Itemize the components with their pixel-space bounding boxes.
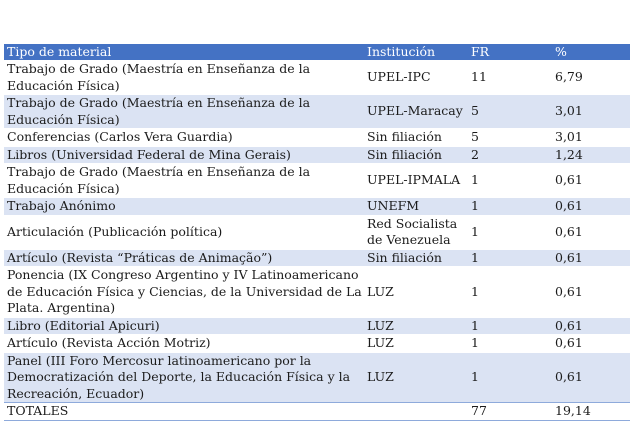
header-tipo: Tipo de material [7,43,112,59]
table-row [4,215,630,249]
cell-institucion: UNEFM [367,198,420,213]
table-row [4,146,630,164]
cell-pct: 3,01 [555,129,583,144]
cell-pct: 0,61 [555,283,583,299]
table-row [4,317,630,335]
cell-pct: 3,01 [555,103,583,119]
cell-tipo: Trabajo de Grado (Maestría en Enseñanza de la Educación Física) [7,164,311,196]
cell-fr: 11 [471,69,487,85]
cell-pct: 6,79 [555,69,583,85]
cell-pct: 0,61 [555,335,583,350]
cell-fr: 1 [471,335,479,350]
table-row [4,163,630,197]
cell-tipo: Artículo (Revista “Práticas de Animação”) [7,249,273,265]
cell-fr: 1 [471,249,479,265]
totals-label: TOTALES [7,403,69,418]
header-fr: FR [471,43,490,59]
cell-institucion: Red Socialista de Venezuela [367,215,458,247]
table-row [4,352,630,403]
cell-institucion: LUZ [367,317,394,333]
cell-tipo: Libro (Editorial Apicuri) [7,317,160,333]
totals-fr: 77 [471,403,487,418]
cell-tipo: Articulación (Publicación política) [7,223,223,239]
cell-fr: 2 [471,146,479,162]
totals-row [4,402,630,421]
cell-institucion: UPEL-Maracay [367,103,463,119]
cell-tipo: Trabajo de Grado (Maestría en Enseñanza de la Educación Física) [7,95,311,127]
cell-pct: 0,61 [555,223,583,239]
table-row [4,334,630,352]
cell-institucion: UPEL-IPC [367,69,431,85]
table-header [4,43,630,60]
table-row [4,266,630,317]
materials-table [4,43,630,421]
cell-institucion: Sin filiación [367,129,442,144]
cell-tipo: Panel (III Foro Mercosur latinoamericano por la Democratización del Deporte, la Educación Física y la Recreación, Ecuador) [7,352,351,401]
cell-fr: 1 [471,283,479,299]
cell-tipo: Ponencia (IX Congreso Argentino y IV Latinoamericano de Educación Física y Ciencias, de la Universidad de La Plata. Argentina) [7,267,362,315]
cell-institucion: UPEL-IPMALA [367,172,461,188]
cell-institucion: LUZ [367,283,394,299]
cell-institucion: Sin filiación [367,249,442,265]
table-row [4,197,630,215]
table-row [4,94,630,128]
cell-pct: 0,61 [555,249,583,265]
header-institucion: Institución [367,43,436,59]
cell-tipo: Libros (Universidad Federal de Mina Gerais) [7,146,291,162]
cell-fr: 1 [471,317,479,333]
cell-fr: 5 [471,103,479,119]
cell-institucion: LUZ [367,335,394,350]
cell-tipo: Artículo (Revista Acción Motriz) [7,335,211,350]
header-pct: % [555,43,567,59]
cell-fr: 5 [471,129,479,144]
cell-tipo: Conferencias (Carlos Vera Guardia) [7,129,233,144]
cell-pct: 0,61 [555,198,583,213]
cell-pct: 0,61 [555,369,583,384]
cell-institucion: LUZ [367,369,394,384]
totals-pct: 19,14 [555,403,591,418]
cell-pct: 0,61 [555,172,583,188]
cell-fr: 1 [471,172,479,188]
cell-pct: 1,24 [555,146,583,162]
cell-fr: 1 [471,198,479,213]
cell-institucion: Sin filiación [367,146,442,162]
table-row [4,60,630,94]
cell-fr: 1 [471,369,479,384]
cell-pct: 0,61 [555,317,583,333]
cell-tipo: Trabajo Anónimo [7,198,116,213]
cell-tipo: Trabajo de Grado (Maestría en Enseñanza de la Educación Física) [7,61,311,93]
cell-fr: 1 [471,223,479,239]
table-row [4,249,630,267]
table-row [4,128,630,146]
